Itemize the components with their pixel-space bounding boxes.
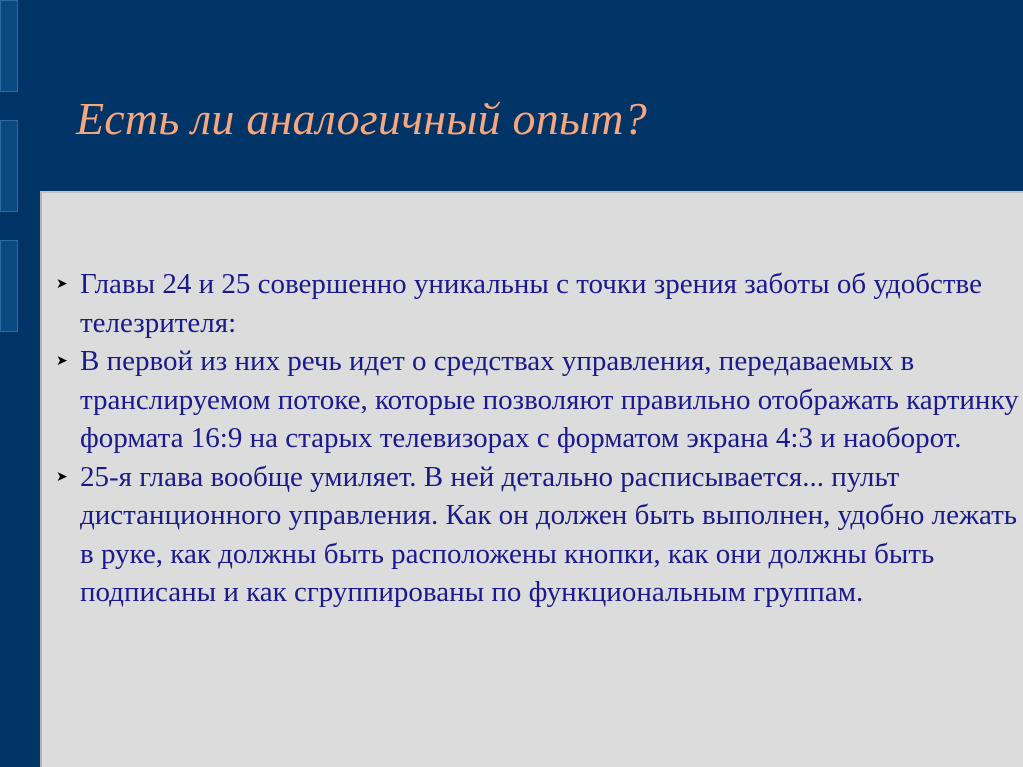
content-panel — [40, 191, 1023, 767]
slide-title: Есть ли аналогичный опыт? — [76, 93, 647, 144]
arrow-bullet-icon: ➤ — [56, 468, 68, 485]
decorative-side-bar — [0, 120, 18, 212]
bullet-item — [56, 342, 1021, 458]
arrow-bullet-icon: ➤ — [56, 276, 68, 292]
bullet-list — [56, 265, 1021, 612]
bullet-item — [56, 458, 1021, 612]
bullet-text: Главы 24 и 25 совершенно уникальны с точки зрения заботы об удобстве телезрителя: — [80, 268, 982, 339]
decorative-side-bar — [0, 0, 18, 92]
decorative-side-bar — [0, 240, 18, 332]
bullet-item — [56, 265, 1021, 342]
bullet-text: В первой из них речь идет о средствах управления, передаваемых в транслируемом потоке, которые позволяют правильно отображать картинку формата 16:9 на старых телевизорах с форматом экрана 4:3 и наоборот. — [80, 345, 1019, 454]
bullet-text: 25-я глава вообще умиляет. В ней детально расписывается... пульт дистанционного управления. Как он должен быть выполнен, удобно лежать в руке, как должны быть расположены кнопки, как они должны быть подписаны и как сгруппированы по функциональным группам. — [80, 460, 1018, 608]
arrow-bullet-icon: ➤ — [56, 353, 68, 369]
